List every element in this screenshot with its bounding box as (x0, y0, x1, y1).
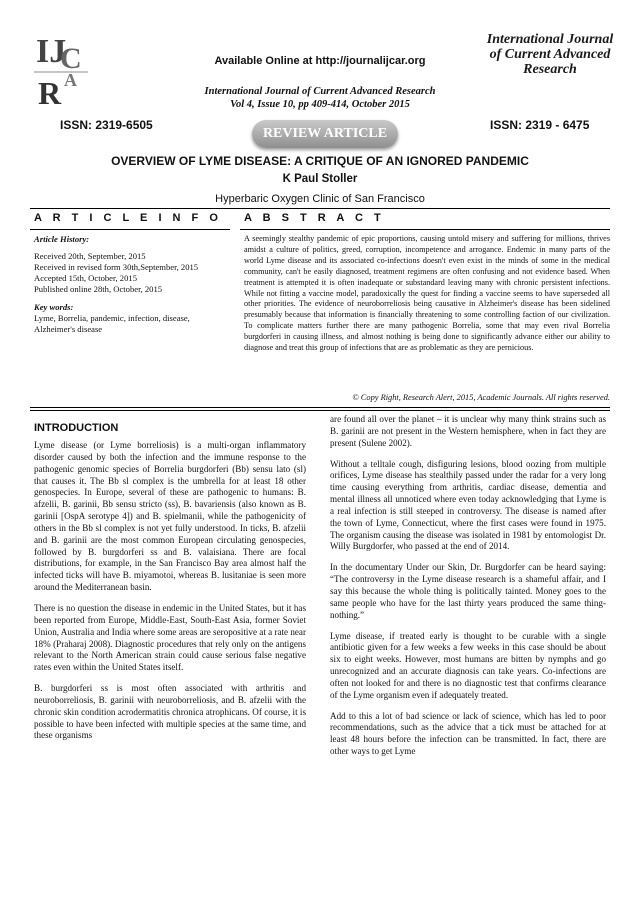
right-paragraph-5: Add to this a lot of bad science or lack of science, which has led to poor recommendations, such as the advice that a tick must be attached for at least 48 hours before the infection can be transmitted. In fact, there are other ways to get Lyme (330, 710, 606, 757)
article-info-heading: A R T I C L E I N F O (34, 212, 222, 224)
journal-logo (30, 22, 92, 112)
author-affiliation: Hyperbaric Oxygen Clinic of San Francisco (215, 193, 425, 205)
available-online-url[interactable]: Available Online at http://journalijcar.org (214, 55, 426, 67)
keywords-line1: Lyme, Borrelia, pandemic, infection, disease, (34, 313, 190, 323)
info-rule (30, 229, 230, 230)
keywords-label: Key words: (34, 302, 74, 312)
intro-paragraph-3: B. burgdorferi ss is most often associated with arthritis and neuroborreliosis, B. garinii with neuroborreliosis, and B. afzelii with the chronic skin condition acrodermatitis chronica atrophicans. Of course, it is possible to have been infected with multiple species at the same time, and these organisms (34, 683, 306, 741)
svg-text:C: C (60, 42, 82, 75)
journal-name-right: International Journal of Current Advanced Research (486, 32, 614, 77)
body-right-column (330, 414, 606, 767)
history-revised: Received in revised form 30th,September, 2015 (34, 262, 199, 272)
intro-paragraph-1: Lyme disease (or Lyme borreliosis) is a multi-organ inflammatory disorder caused by both the infection and the immune response to the pathogenic genomic species of Borrelia burgdorferi (Bb) sensu lato (sl) that causes it. The Bb sl complex is the umbrella for at least 18 other genospecies. In Europe, several of these are pathogenic to humans: B. afzelii, B. garinii, Bb sensu stricto (ss), B. bavariensis (also known as B. garinii [OspA serotype 4]) and B. spielmanii, while the pathogenicity of others in the Bb sl complex is not yet fully understood. In ticks, B. afzelii and B. garinii are the most common European circulating genospecies, followed by B. burgdorferi ss and B. valaisiana. There are focal distributions, for example, in the San Francisco Bay area almost half the infected ticks will have B. miyamotoi, whereas B. lusitaniae is seen more around the Mediterranean basin. (34, 440, 306, 593)
right-paragraph-4: Lyme disease, if treated early is thought to be curable with a single antibiotic given for a few weeks a few weeks in this case should be about six to eight weeks. However, most humans are bitten by nymphs and go unrecognized and an accurate diagnosis can take years. Co-infections are often not looked for and there is no diagnostic test that confirms clearance of the Lyme organism even if adequately treated. (330, 630, 606, 700)
svg-text:IJ: IJ (36, 33, 67, 70)
issn-right: ISSN: 2319 - 6475 (490, 118, 590, 132)
abstract-heading: A B S T R A C T (244, 212, 385, 224)
body-left-column (34, 440, 306, 751)
review-article-badge: REVIEW ARTICLE (252, 120, 398, 148)
section-divider-1 (30, 407, 610, 408)
section-divider-2 (30, 410, 610, 411)
right-paragraph-1: are found all over the planet – it is unclear why many think strains such as B. garinii are not present in the Western hemisphere, when in fact they are present (Sulene 2002). (330, 414, 606, 448)
journal-citation (160, 85, 480, 111)
issn-left: ISSN: 2319-6505 (60, 118, 153, 132)
history-published: Published online 28th, October, 2015 (34, 284, 163, 294)
svg-text:A: A (64, 70, 77, 90)
history-received: Received 20th, September, 2015 (34, 251, 146, 261)
right-paragraph-2: Without a telltale cough, disfiguring lesions, blood oozing from multiple orifices, Lyme disease has stealthily passed under the radar for a very long time causing everything from arthritis, cardiac disease, dementia and mental illness all unnoticed where even today acknowledging that Lyme is a real infection is still steeped in controversy. The disease is named after the town of Lyme, Connecticut, where the first cases were found in 1975. The organism causing the disease was isolated in 1981 by entomologist Dr. Willy Burgdorfer, who passed at the end of 2014. (330, 458, 606, 552)
keywords-line2: Alzheimer's disease (34, 324, 103, 334)
top-rule (30, 208, 610, 209)
journal-volume-issue: Vol 4, Issue 10, pp 409-414, October 2015 (230, 99, 410, 110)
abstract-rule (240, 229, 610, 230)
svg-text:R: R (38, 75, 62, 111)
history-accepted: Accepted 15th, October, 2015 (34, 273, 137, 283)
history-label: Article History: (34, 234, 90, 244)
abstract-text: A seemingly stealthy pandemic of epic proportions, causing untold misery and suffering for millions, thrives amidst a culture of politics, greed, corruption, incompetence and arrogance. Endemic in many parts of the world Lyme disease and its associated co-infections doesn't even exist in the minds of some in the medical community, can't be easily diagnosed, treatment regimens are often confusing and not evidence based. When treatment is attempted it is often inadequate or substandard leaving many with chronic persistent infections. While not fitting a vaccine model, paradoxically the quest for finding a vaccine seems to have superseded all other priorities. The evidence of neuroborreliosis being causative in Alzheimer's disease has been sidelined presumably because that information is financially threatening to some controlling faction of our civilization. To complicate matters further there are many pathogenic Borrelia, some that may even rival Borrelia burgdorferi in causing illness, and almost nothing is being done to significantly advance either our ability to diagnose and treat this group of infections that are as problematic as they are pernicious. (244, 234, 610, 353)
article-author: K Paul Stoller (282, 173, 358, 185)
article-info-block (34, 234, 234, 335)
journal-name-center: International Journal of Current Advanced Research (204, 86, 436, 97)
intro-paragraph-2: There is no question the disease in endemic in the United States, but it has been reported from Europe, Middle-East, South-East Asia, former Soviet Union, Australia and India where some areas are seropositive at a rate near 18% (Praharaj 2008). Diagnostic procedures that rely only on the antigens relevant to the North American strain could cause serious false negative rates even within the United States itself. (34, 602, 306, 673)
right-paragraph-3: In the documentary Under our Skin, Dr. Burgdorfer can be heard saying: “The controversy in the Lyme disease research is a shameful affair, and I say this because the whole thing is politically tainted. Money goes to the same people who have for the last thirty years produced the same thing-nothing.” (330, 562, 606, 620)
copyright-line: © Copy Right, Research Alert, 2015, Academic Journals. All rights reserved. (352, 393, 610, 402)
introduction-heading: INTRODUCTION (34, 422, 119, 434)
article-title: OVERVIEW OF LYME DISEASE: A CRITIQUE OF AN IGNORED PANDEMIC (111, 154, 529, 168)
